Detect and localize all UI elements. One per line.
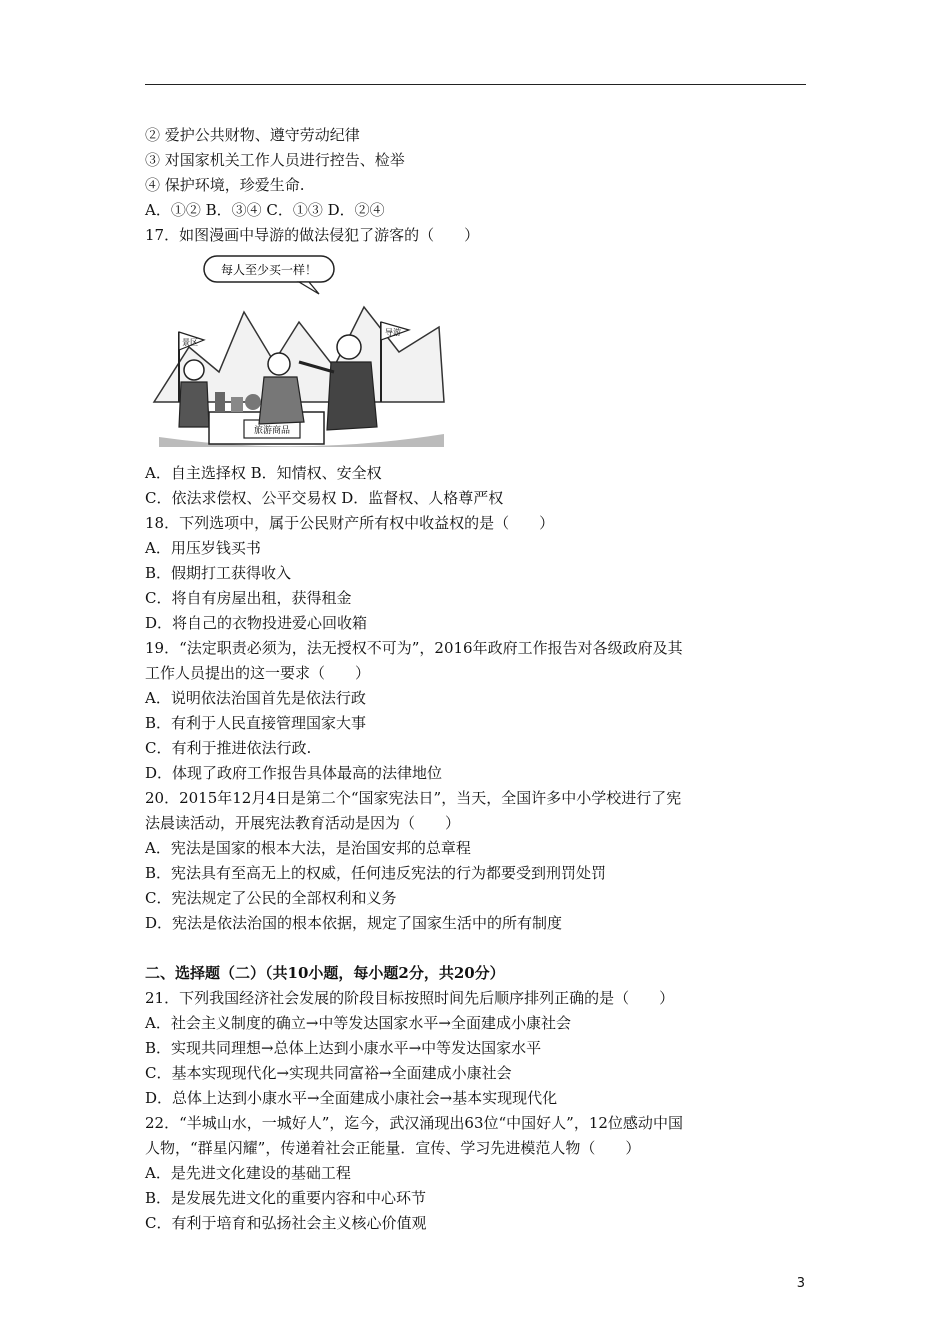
text-line: D．宪法是依法治国的根本依据，规定了国家生活中的所有制度 [145, 914, 563, 932]
text-line: A．说明依法治国首先是依法行政 [145, 689, 366, 707]
text-line: B．宪法具有至高无上的权威，任何违反宪法的行为都要受到刑罚处罚 [145, 864, 607, 882]
flag-right-text: 导游 [385, 328, 401, 337]
text-line: C．宪法规定了公民的全部权利和义务 [145, 889, 397, 907]
text-line: 法晨读活动，开展宪法教育活动是因为（ ） [145, 814, 461, 832]
text-line: 工作人员提出的这一要求（ ） [145, 664, 371, 682]
text-line: B．假期打工获得收入 [145, 564, 292, 582]
text-line: C．基本实现现代化→实现共同富裕→全面建成小康社会 [145, 1064, 512, 1082]
text-line: B．是发展先进文化的重要内容和中心环节 [145, 1189, 427, 1207]
question-17-stem: 17．如图漫画中导游的做法侵犯了游客的（ ） [145, 226, 480, 244]
text-line: 人物，“群星闪耀”，传递着社会正能量．宣传、学习先进模范人物（ ） [145, 1139, 641, 1157]
question-block-16-tail [145, 123, 809, 248]
text-line: ② 爱护公共财物、遵守劳动纪律 [145, 126, 360, 144]
question-block-21-22 [145, 986, 809, 1236]
question-21-stem: 21．下列我国经济社会发展的阶段目标按照时间先后顺序排列正确的是（ ） [145, 989, 675, 1007]
text-line: C．有利于推进依法行政. [145, 739, 312, 757]
speech-bubble-text: 每人至少买一样！ [220, 263, 318, 277]
text-line: ④ 保护环境，珍爱生命. [145, 176, 305, 194]
header-rule [145, 84, 806, 85]
text-line: D．将自己的衣物投进爱心回收箱 [145, 614, 368, 632]
cartoon-figure [149, 252, 449, 457]
question-18-stem: 18．下列选项中，属于公民财产所有权中收益权的是（ ） [145, 514, 555, 532]
question-19-stem: 19．“法定职责必须为，法无授权不可为”，2016年政府工作报告对各级政府及其 [145, 639, 683, 657]
text-line: C．有利于培育和弘扬社会主义核心价值观 [145, 1214, 427, 1232]
text-line: A．①② B．③④ C．①③ D．②④ [145, 201, 385, 219]
text-line: ③ 对国家机关工作人员进行控告、检举 [145, 151, 405, 169]
text-line: A．用压岁钱买书 [145, 539, 261, 557]
text-line: B．有利于人民直接管理国家大事 [145, 714, 367, 732]
text-line: A．社会主义制度的确立→中等发达国家水平→全面建成小康社会 [145, 1014, 571, 1032]
flag-left-text: 景区 [182, 338, 198, 347]
text-line: A．宪法是国家的根本大法，是治国安邦的总章程 [145, 839, 471, 857]
text-line: A．自主选择权 B．知情权、安全权 [145, 464, 382, 482]
question-20-stem: 20．2015年12月4日是第二个“国家宪法日”，当天，全国许多中小学校进行了宪 [145, 789, 682, 807]
text-line: C．将自有房屋出租，获得租金 [145, 589, 352, 607]
text-line: A．是先进文化建设的基础工程 [145, 1164, 351, 1182]
text-line: B．实现共同理想→总体上达到小康水平→中等发达国家水平 [145, 1039, 542, 1057]
stall-sign-text: 旅游商品 [253, 426, 291, 436]
page-content [145, 123, 809, 1236]
text-line: D．总体上达到小康水平→全面建成小康社会→基本实现现代化 [145, 1089, 558, 1107]
text-line: C．依法求偿权、公平交易权 D．监督权、人格尊严权 [145, 489, 504, 507]
text-line: D．体现了政府工作报告具体最高的法律地位 [145, 764, 443, 782]
question-block-17-20 [145, 461, 809, 936]
section-title: 二、选择题（二）（共10小题，每小题2分，共20分） [145, 964, 505, 982]
page-number: 3 [796, 1276, 805, 1291]
question-22-stem: 22．“半城山水，一城好人”，迄今，武汉涌现出63位“中国好人”，12位感动中国 [145, 1114, 683, 1132]
